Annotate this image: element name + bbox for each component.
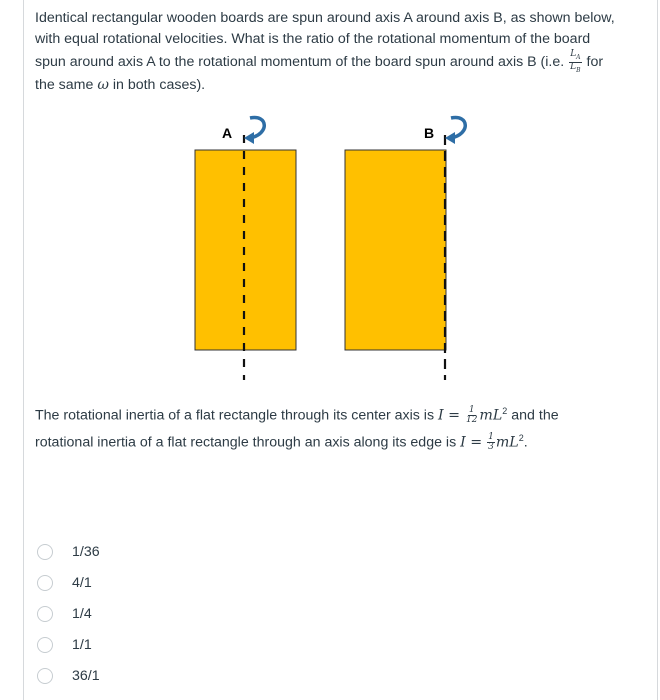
eq1-lhs: I =	[438, 407, 461, 424]
rotation-arrow-a-head	[244, 132, 254, 144]
answer-option-2[interactable]	[37, 573, 92, 593]
eq2-fraction	[487, 433, 495, 452]
boards-diagram	[180, 100, 480, 390]
radio-button[interactable]	[37, 575, 53, 591]
eq1-rhs: mL	[479, 407, 503, 424]
ratio-numerator: $L_A$	[570, 49, 581, 61]
radio-button[interactable]	[37, 606, 53, 622]
radio-button[interactable]	[37, 544, 53, 560]
answer-label: 1/4	[72, 606, 92, 622]
question-text	[35, 8, 625, 96]
question-line-2: with equal rotational velocities. What is the ratio of the rotational momentum of the board	[35, 31, 591, 47]
note-line-2	[35, 427, 635, 454]
label-a: A	[222, 125, 233, 141]
ratio-denominator: $L_B$	[570, 61, 581, 74]
question-line-3	[35, 50, 625, 75]
rotation-arrow-b-head	[445, 132, 455, 144]
eq2-rhs: mL	[495, 434, 519, 451]
eq1-fraction	[465, 406, 478, 425]
eq2-denominator: 3	[488, 442, 494, 453]
answer-option-1[interactable]	[37, 542, 100, 562]
question-line-4-suffix: in both cases).	[112, 76, 206, 93]
inertia-note	[35, 400, 635, 453]
note-line-2-suffix: .	[523, 434, 528, 451]
eq2-numerator: 1	[488, 432, 494, 443]
question-line-1: Identical rectangular wooden boards are spun around axis A around axis B, as shown below,	[35, 10, 615, 26]
label-b: B	[424, 125, 435, 141]
right-border	[657, 0, 658, 700]
eq1-numerator: 1	[468, 405, 475, 416]
question-line-4	[35, 75, 625, 96]
question-line-3-suffix: for	[586, 54, 604, 71]
note-line-2-prefix: rotational inertia of a flat rectangle through an axis along its edge is	[35, 434, 457, 451]
eq1-exponent: 2	[502, 406, 508, 416]
answer-option-5[interactable]	[37, 666, 100, 686]
left-border	[23, 0, 24, 700]
answer-option-4[interactable]	[37, 635, 92, 655]
answer-label: 1/36	[72, 544, 100, 560]
note-line-1	[35, 400, 635, 427]
note-line-1-suffix: and the	[511, 407, 559, 424]
answer-label: 1/1	[72, 637, 92, 653]
eq1-denominator: 12	[465, 415, 478, 426]
ratio-fraction	[569, 50, 581, 75]
eq2-lhs: I =	[460, 434, 483, 451]
answer-label: 4/1	[72, 575, 92, 591]
answer-option-3[interactable]	[37, 604, 92, 624]
omega-symbol: ω	[97, 76, 109, 93]
board-a	[195, 150, 296, 350]
note-line-1-prefix: The rotational inertia of a flat rectangle through its center axis is	[35, 407, 435, 424]
board-b	[345, 150, 446, 350]
eq2-exponent: 2	[518, 432, 524, 443]
radio-button[interactable]	[37, 668, 53, 684]
answer-label: 36/1	[72, 668, 100, 684]
question-line-3-prefix: spun around axis A to the rotational momentum of the board spun around axis B (i.e.	[35, 54, 565, 71]
boards-figure	[180, 100, 480, 395]
question-line-4-prefix: the same	[35, 76, 94, 93]
radio-button[interactable]	[37, 637, 53, 653]
